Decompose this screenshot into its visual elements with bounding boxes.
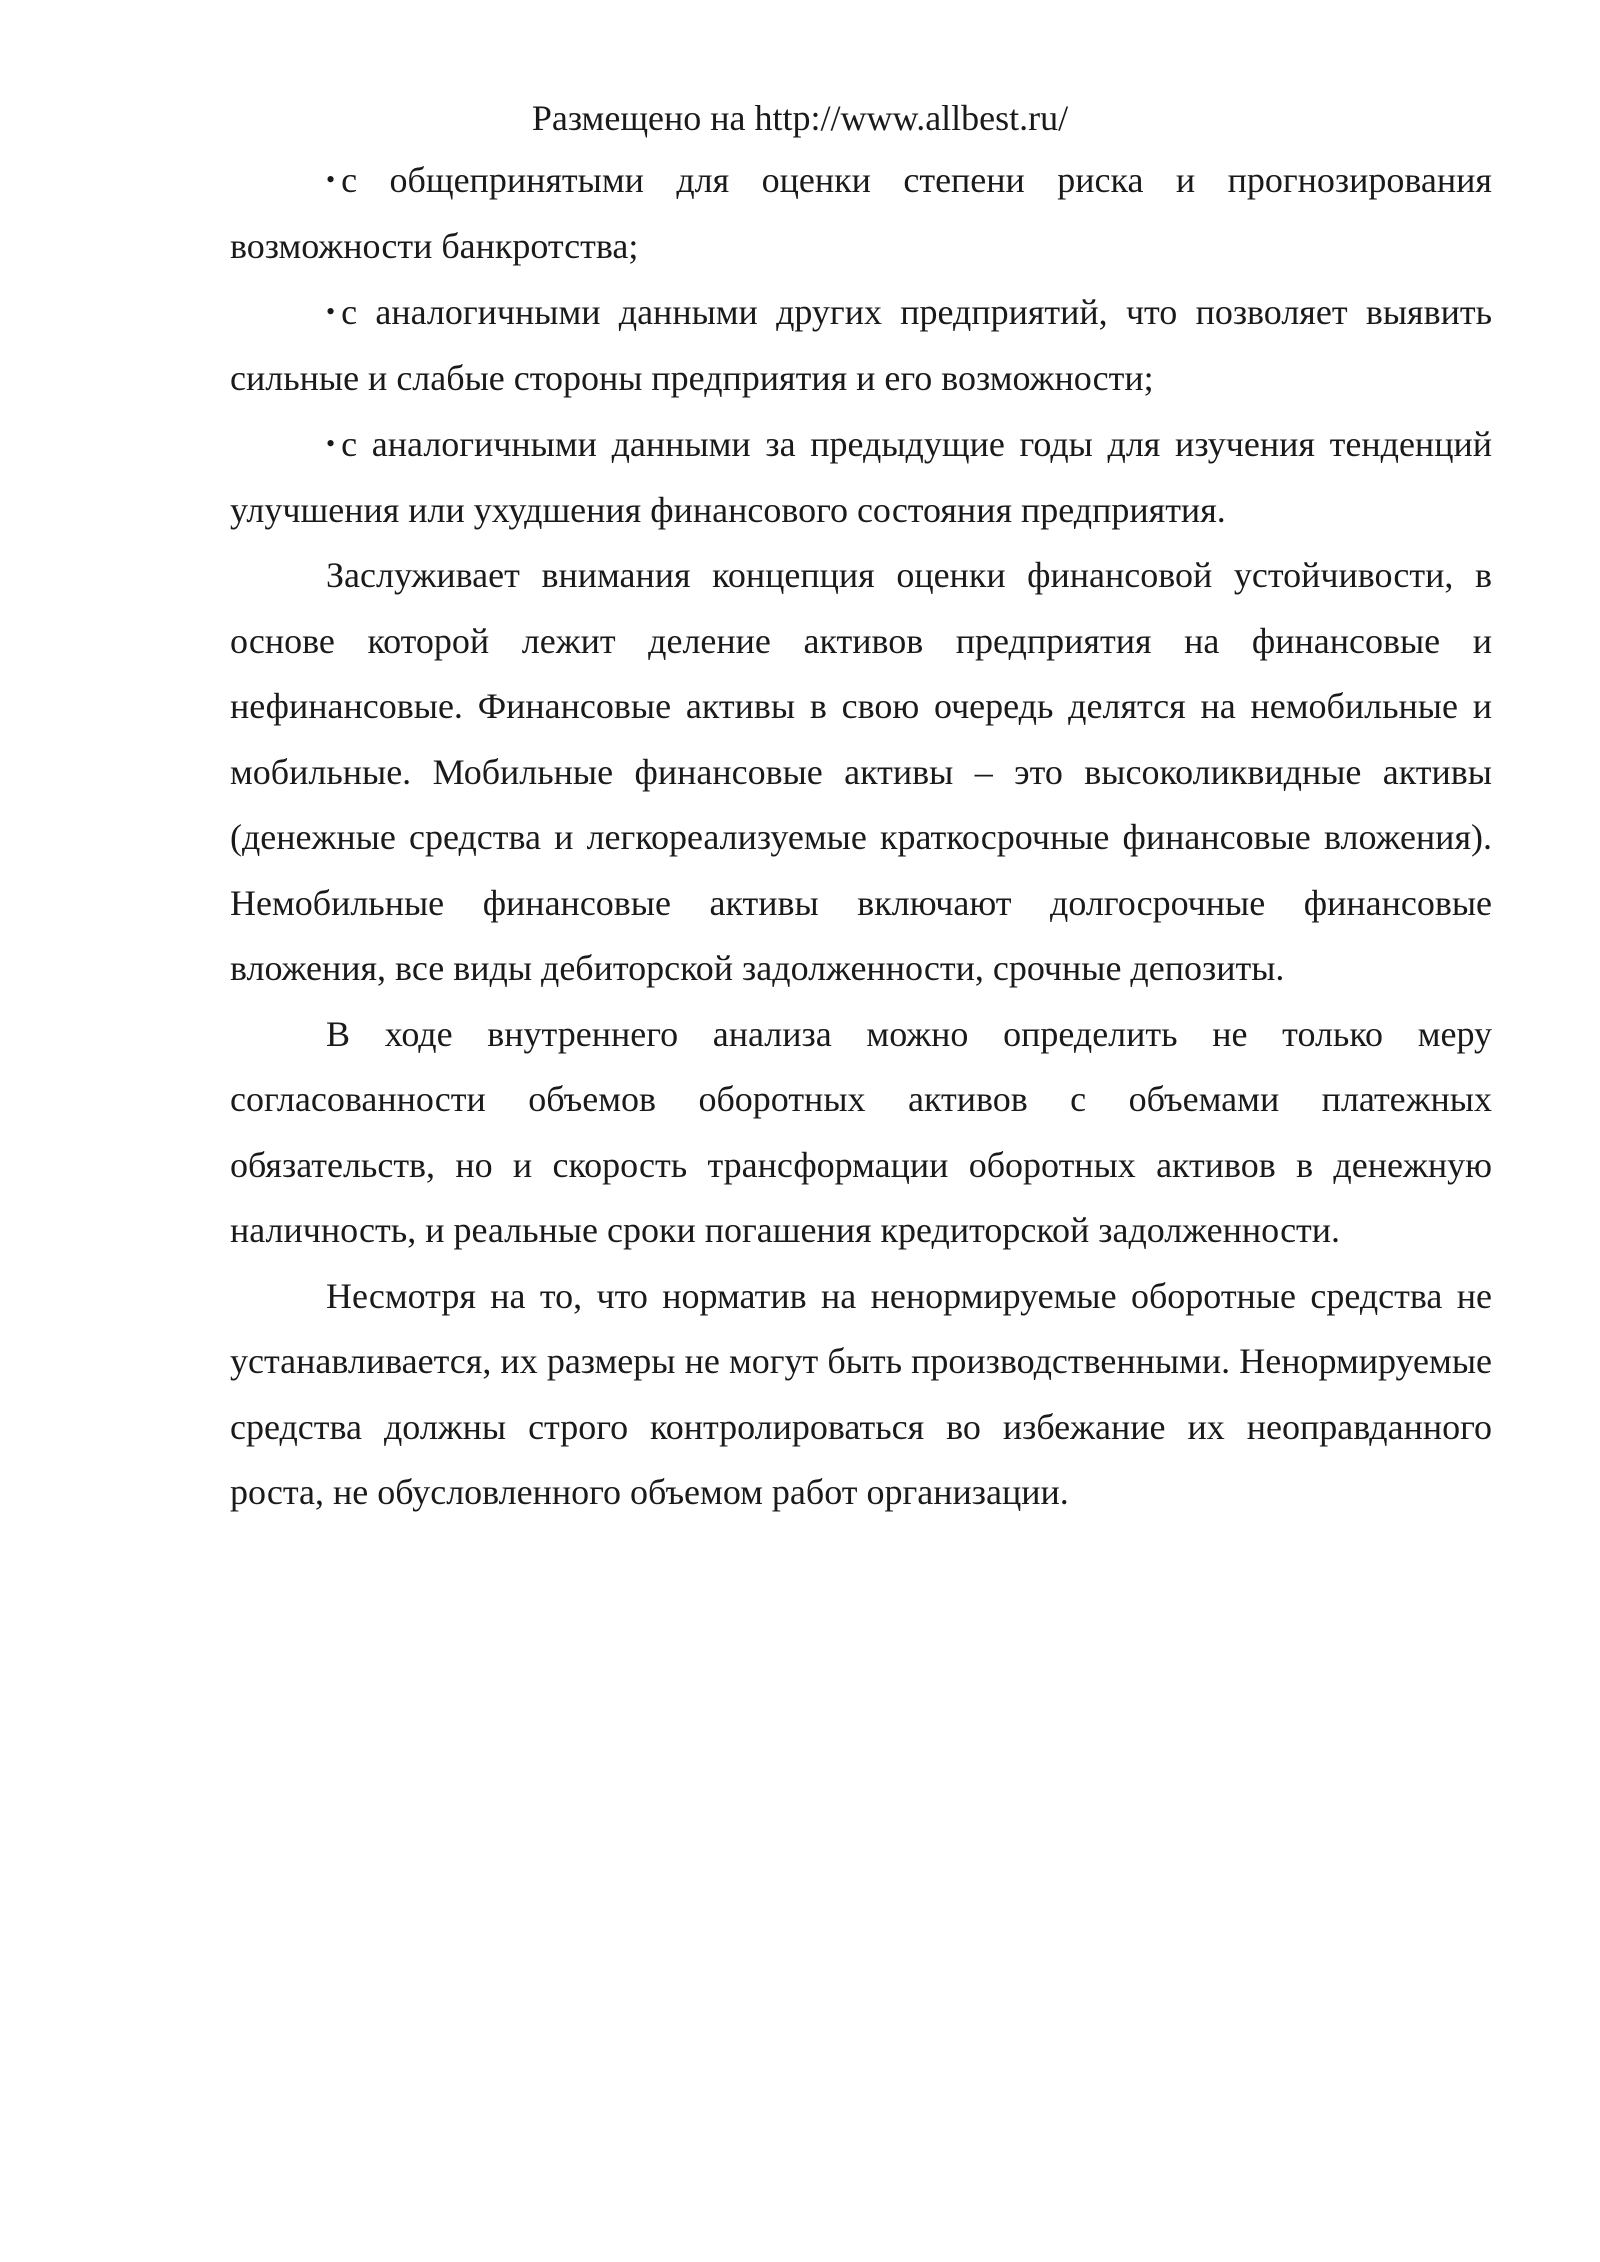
page-header: Размещено на http://www.allbest.ru/ bbox=[531, 98, 1069, 138]
bullet-text: с общепринятыми для оценки степени риска и прогнозирования возможности банкротства; bbox=[230, 160, 1492, 266]
bullet-text: с аналогичными данными за предыдущие годы для изучения тенденций улучшения или ухудшения финансового состояния предприятия. bbox=[230, 424, 1492, 530]
paragraph: Заслуживает внимания концепция оценки финансовой устойчивости, в основе которой лежит деление активов предприятия на финансовые и нефинансовые. Финансовые активы в свою очередь делятся на немобильные и мобильные. Мобильные финансовые активы – это высоколиквидные активы (денежные средства и легкореализуемые краткосрочные финансовые вложения). Немобильные финансовые активы включают долгосрочные финансовые вложения, все виды дебиторской задолженности, срочные депозиты. bbox=[230, 555, 1492, 988]
bullet-item bbox=[230, 147, 1492, 279]
bullet-icon: • bbox=[326, 429, 336, 458]
bullet-item bbox=[230, 279, 1492, 411]
paragraph: В ходе внутреннего анализа можно определить не только меру согласованности объемов оборотных активов с объемами платежных обязательств, но и скорость трансформации оборотных активов в денежную наличность, и реальные сроки погашения кредиторской задолженности. bbox=[230, 1013, 1492, 1250]
paragraph: Несмотря на то, что норматив на ненормируемые оборотные средства не устанавливается, их размеры не могут быть производственными. Ненормируемые средства должны строго контролироваться во избежание их неоправданного роста, не обусловленного объемом работ организации. bbox=[230, 1275, 1492, 1512]
bullet-item bbox=[230, 411, 1492, 543]
bullet-icon: • bbox=[326, 297, 336, 326]
bullet-icon: • bbox=[326, 165, 336, 194]
bullet-text: с аналогичными данными других предприятий, что позволяет выявить сильные и слабые стороны предприятия и его возможности; bbox=[230, 292, 1492, 398]
document-body bbox=[230, 147, 1492, 1526]
